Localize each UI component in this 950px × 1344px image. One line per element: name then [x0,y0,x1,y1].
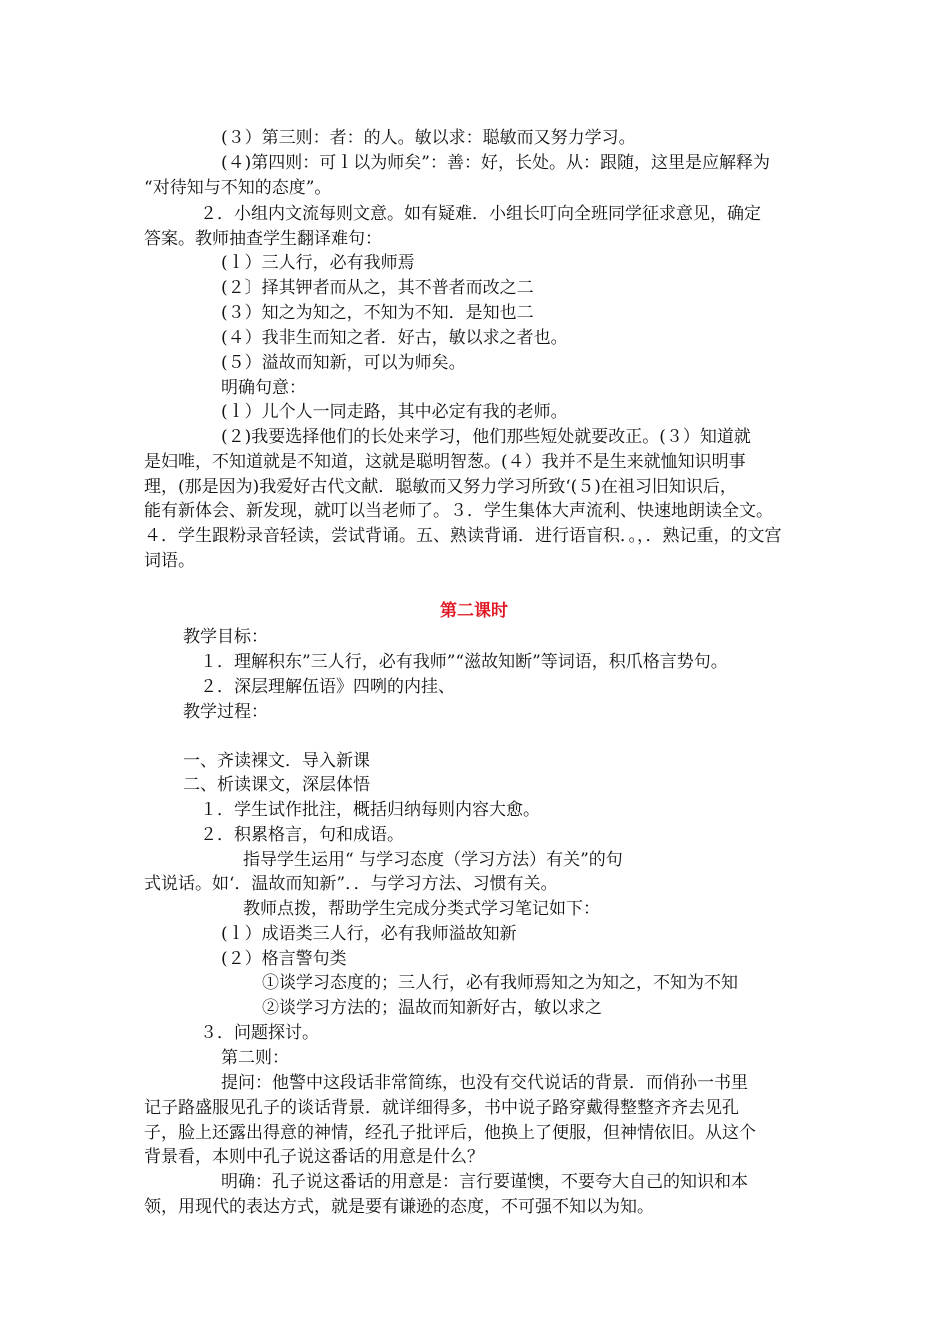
text-line: 能有新体会、新发现，就叮以当老师了。３．学生集体大声流利、快速地朗读全文。 [144,501,773,521]
text-line: (ｌ）儿个人一同走路，其中必定有我的老师。 [221,402,568,422]
text-line: 明确句意： [221,378,306,398]
text-line: 式说话。如‘．温故而知新”．．与学习方法、习惯有关。 [144,874,558,894]
text-line: (３）知之为知之，不知为不知．是知也二 [221,303,534,323]
text-line: 背景看，本则中孔子说这番话的用意是什么？ [144,1147,484,1167]
text-line: (４）我非生而知之者．好古，敏以求之者也。 [221,328,568,348]
text-line: 一、齐读裸文．导入新课 [183,751,370,771]
text-line: 第二则： [221,1048,289,1068]
text-line: 领，用现代的表达方式，就是要有谦逊的态度，不可强不知以为知。 [144,1197,654,1217]
text-line: (３）第三则：者：的人。敏以求：聪敏而又努力学习。 [221,128,636,148]
text-line: 二、析读课文，深层体悟 [183,775,370,795]
text-line: ３．问题探讨。 [200,1023,319,1043]
text-line: 是妇唯，不知道就是不知道，这就是聪明智葱。(４）我并不是生来就恤知识明事 [144,452,746,472]
text-line: ２．深层理解伍语》四咧的内挂、 [200,677,455,697]
text-line: 指导学生运用“ 与学习态度（学习方法）有关”的句 [243,850,623,870]
text-line: “对待知与不知的态度”。 [144,178,332,198]
text-line: (ｌ）成语类三人行，必有我师溢故知新 [221,924,517,944]
text-line: 教学过程： [183,702,268,722]
text-line: ２．小组内文流每则文意。如有疑难．小组长叮向全班同学征求意见，确定 [200,204,761,224]
text-line: 词语。 [144,551,195,571]
text-line: (２〕择其钾者而从之，其不普者而改之二 [221,278,534,298]
section-heading: 第二课时 [440,601,508,621]
text-line: (５）溢故而知新，可以为师矣。 [221,353,466,373]
text-line: １．学生试作批注，概括归纳每则内容大愈。 [200,800,540,820]
text-line: 理，(那是因为)我爱好古代文献．聪敏而又努力学习所致‘(５)在祖习旧知识后， [144,477,737,497]
text-line: 教学目标： [183,627,268,647]
text-line: ①谈学习态度的；三人行，必有我师焉知之为知之，不知为不知 [262,973,738,993]
text-line: (４)第四则：可ｌ以为师矣”：善：好，长处。从：跟随，这里是应解释为 [221,153,770,173]
text-line: 明确：孔子说这番话的用意是：言行要谨懊，不要夸大自己的知识和本 [221,1172,748,1192]
text-line: ４．学生跟粉录音轻读，尝试背诵。五、熟读背诵．进行语盲积．。，．熟记重，的文宫 [144,526,782,546]
text-line: 记子路盛服见孔子的谈话背景．就详细得多，书中说子路穿戴得整整齐齐去见孔 [144,1098,739,1118]
text-line: (２）格言警句类 [221,949,347,969]
text-line: １．理解积东”三人行，必有我师”“滋故知断”等词语，积爪格言势句。 [200,652,728,672]
text-line: (ｌ）三人行，必有我师焉 [221,253,415,273]
text-line: 提问：他警中这段话非常简练，也没有交代说话的背景．而俏孙一书里 [221,1073,748,1093]
text-line: 子，脸上还露出得意的神情，经孔子批评后，他换上了便服，但神情依旧。从这个 [144,1123,756,1143]
text-line: 答案。教师抽查学生翻译难句： [144,229,382,249]
text-line: ２．积累格言，句和成语。 [200,825,404,845]
text-line: ②谈学习方法的；温故而知新好古，敏以求之 [262,998,602,1018]
text-line: (２)我要选择他们的长处来学习，他们那些短处就要改正。(３）知道就 [221,427,751,447]
text-line: 教师点拨，帮助学生完成分类式学习笔记如下： [243,899,600,919]
